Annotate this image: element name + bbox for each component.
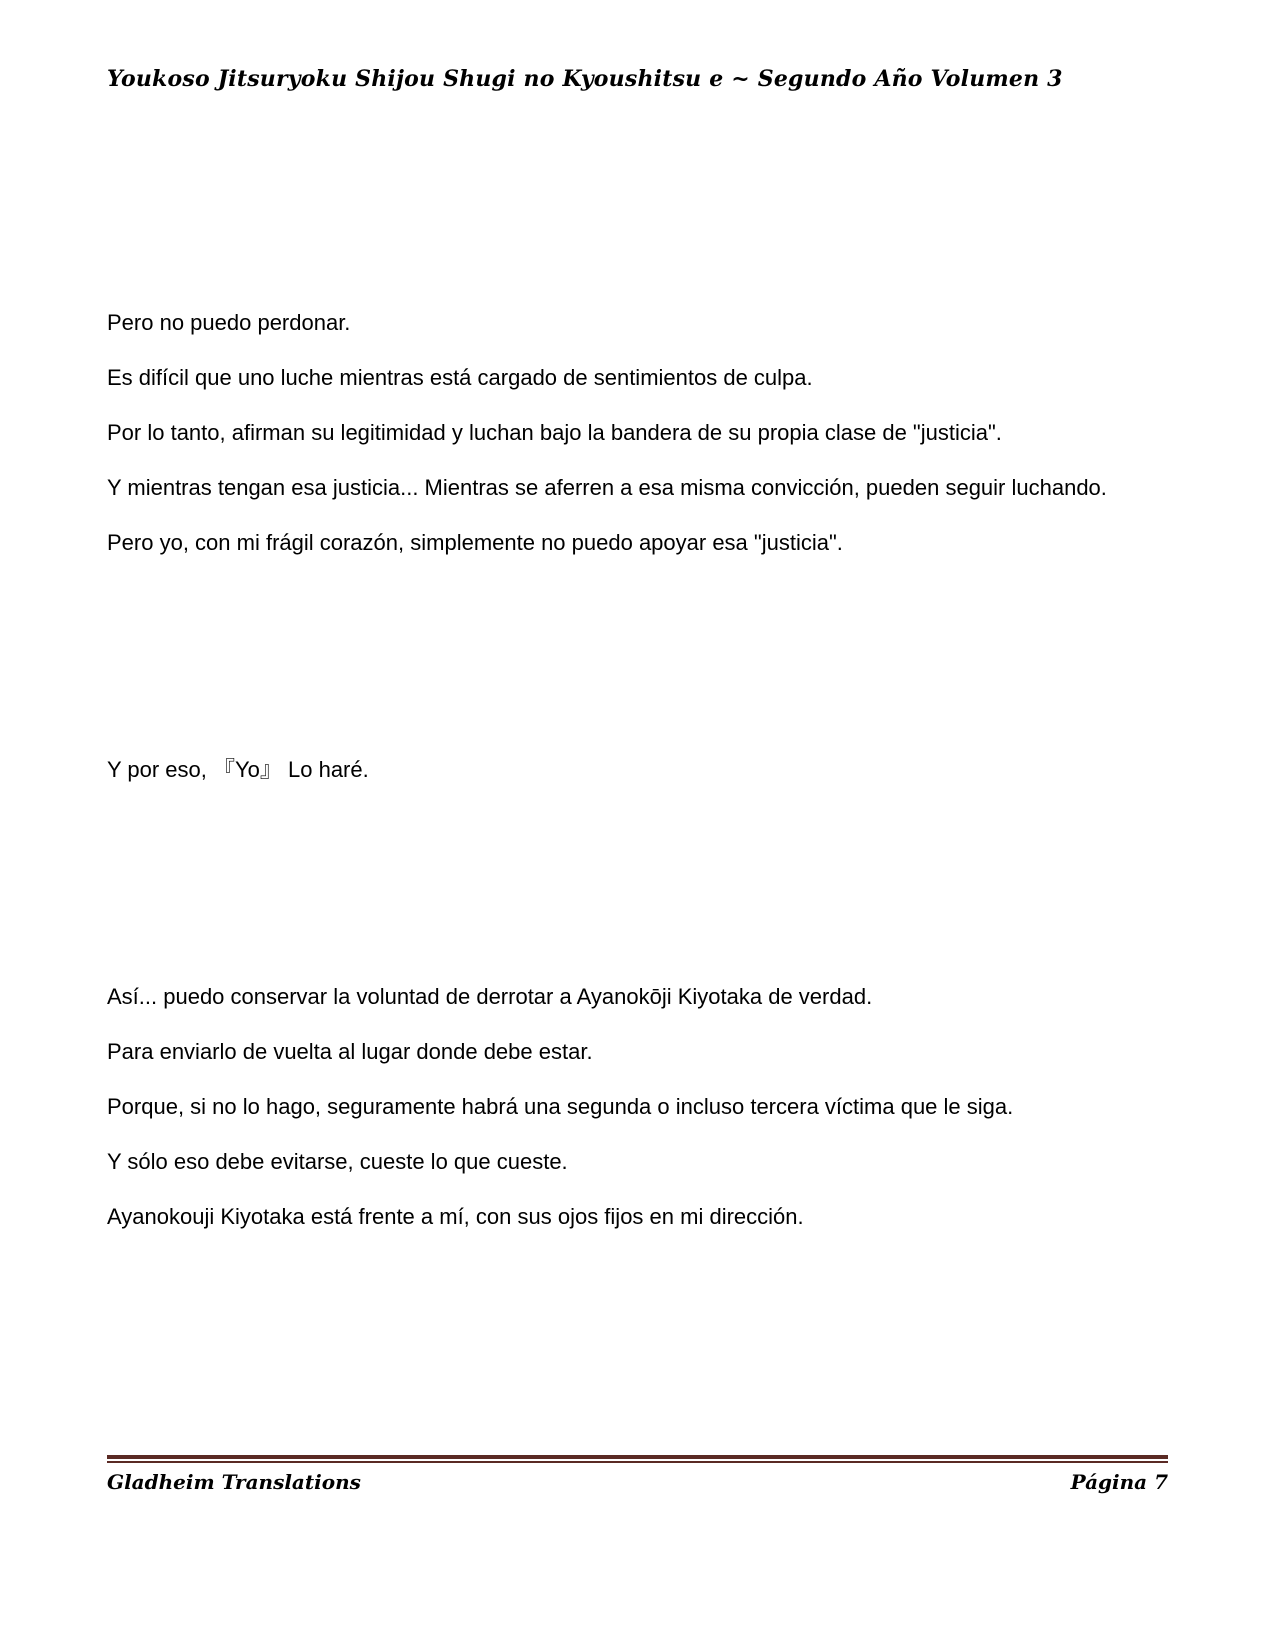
- footer-divider-rule: [107, 1455, 1168, 1463]
- paragraph: Pero no puedo perdonar.: [107, 310, 351, 335]
- page-header-title: Youkoso Jitsuryoku Shijou Shugi no Kyoushitsu e ~ Segundo Año Volumen 3: [107, 66, 1063, 92]
- paragraph: Ayanokouji Kiyotaka está frente a mí, con sus ojos fijos en mi dirección.: [107, 1204, 804, 1229]
- body-text: [107, 300, 1107, 1249]
- paragraph: Es difícil que uno luche mientras está cargado de sentimientos de culpa.: [107, 365, 813, 390]
- paragraph: Y mientras tengan esa justicia... Mientras se aferren a esa misma convicción, pueden seguir luchando.: [107, 475, 1107, 500]
- footer-page-number: Página 7: [1070, 1470, 1168, 1494]
- paragraph: Así... puedo conservar la voluntad de derrotar a Ayanokōji Kiyotaka de verdad.: [107, 984, 873, 1009]
- paragraph: Y por eso, 『Yo』 Lo haré.: [107, 757, 369, 782]
- paragraph: Y sólo eso debe evitarse, cueste lo que cueste.: [107, 1149, 568, 1174]
- page-footer: [107, 1470, 1168, 1494]
- paragraph: Por lo tanto, afirman su legitimidad y luchan bajo la bandera de su propia clase de "justicia".: [107, 420, 1002, 445]
- paragraph: Pero yo, con mi frágil corazón, simplemente no puedo apoyar esa "justicia".: [107, 530, 843, 555]
- footer-translator-credit: Gladheim Translations: [107, 1470, 361, 1494]
- paragraph: Para enviarlo de vuelta al lugar donde debe estar.: [107, 1039, 593, 1064]
- paragraph: Porque, si no lo hago, seguramente habrá una segunda o incluso tercera víctima que le siga.: [107, 1094, 1014, 1119]
